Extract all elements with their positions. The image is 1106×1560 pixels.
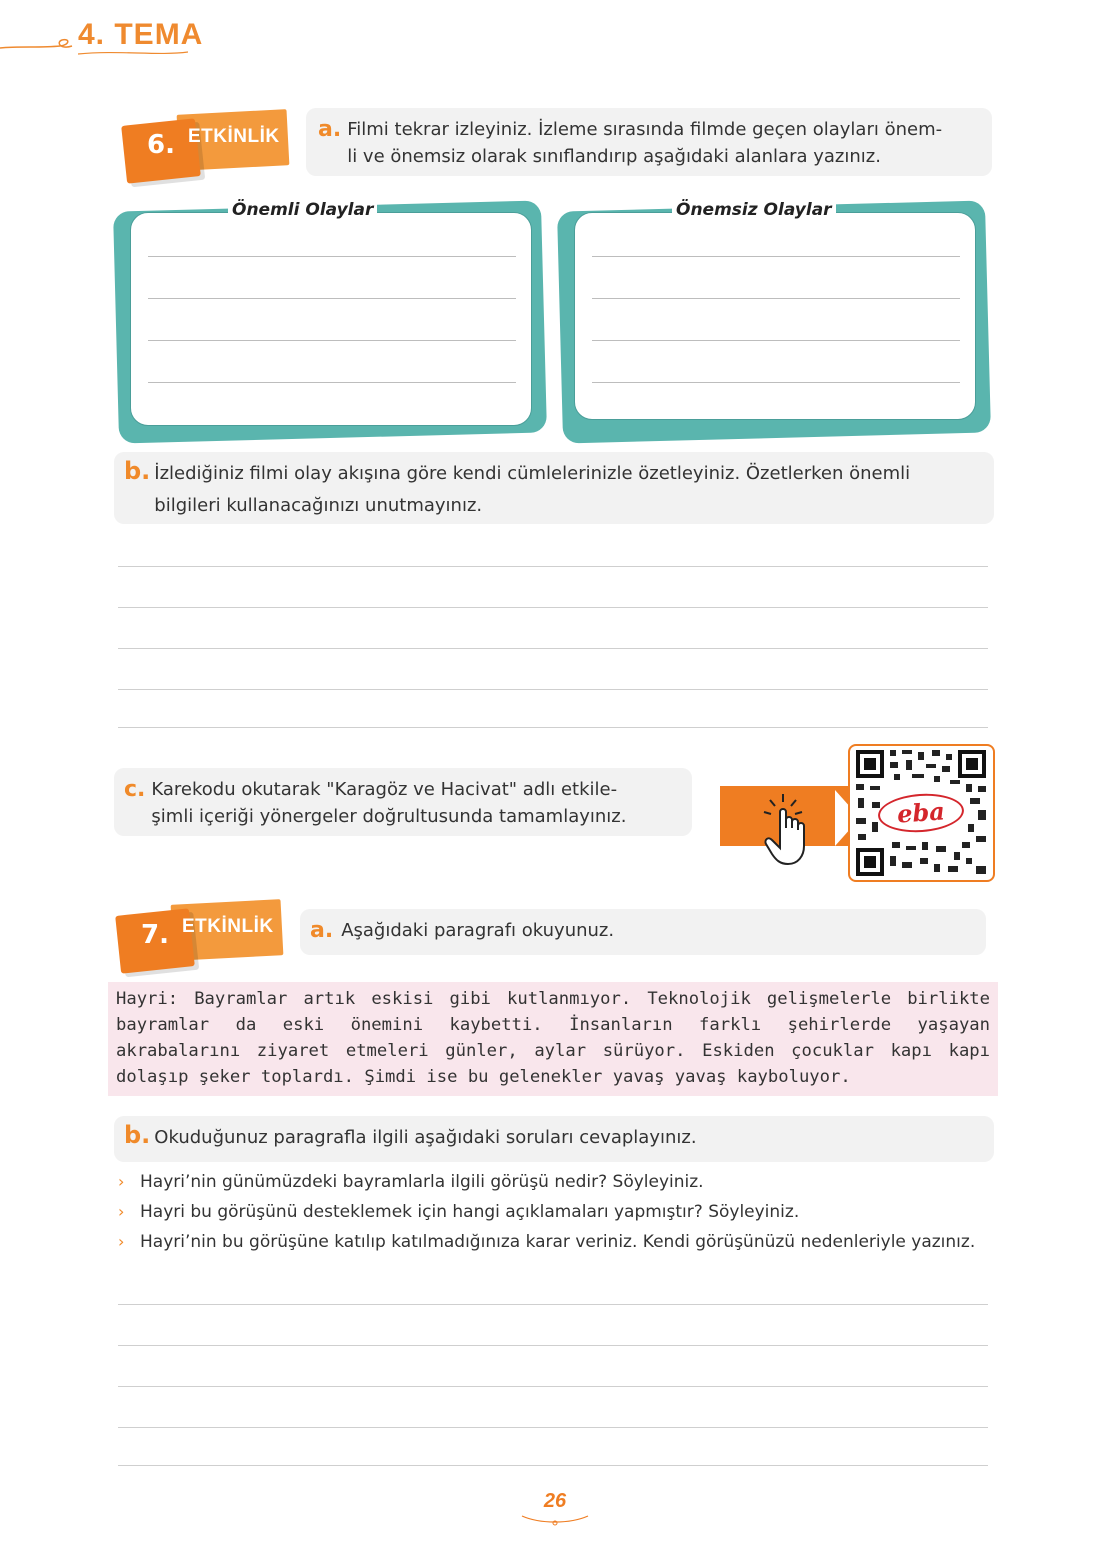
activity-7-number: 7. bbox=[141, 920, 169, 950]
question-text: Hayri bu görüşünü desteklemek için hangi açıklamaları yapmıştır? Söyleyiniz. bbox=[140, 1202, 800, 1222]
answer-line[interactable] bbox=[118, 1304, 988, 1305]
question-text: Hayri’nin günümüzdeki bayramlarla ilgili görüşü nedir? Söyleyiniz. bbox=[140, 1172, 704, 1192]
letter-b: b. bbox=[124, 1121, 151, 1149]
theme-title: 4. TEMA bbox=[78, 18, 204, 51]
answer-line[interactable] bbox=[118, 1345, 988, 1346]
activity-6-label: ETKİNLİK bbox=[188, 126, 280, 147]
theme-underline bbox=[78, 48, 188, 58]
answer-line[interactable] bbox=[118, 727, 988, 728]
letter-b: b. bbox=[124, 457, 151, 485]
pointing-hand-icon bbox=[740, 790, 860, 870]
activity-6b-text-line1: İzlediğiniz filmi olay akışına göre kendi cümlelerinizle özetleyiniz. Özetlerken önemli bbox=[154, 463, 911, 484]
answer-line[interactable] bbox=[118, 1427, 988, 1428]
chevron-right-icon: › bbox=[118, 1202, 125, 1221]
important-events-title: Önemli Olaylar bbox=[228, 200, 377, 220]
activity-6c-text-line2: şimli içeriği yönergeler doğrultusunda tamamlayınız. bbox=[151, 806, 627, 827]
chevron-right-icon: › bbox=[118, 1172, 125, 1191]
activity-6a-instruction bbox=[306, 108, 992, 176]
unimportant-events-title: Önemsiz Olaylar bbox=[672, 200, 836, 220]
activity-7-label: ETKİNLİK bbox=[182, 916, 274, 937]
activity-6-tag bbox=[124, 112, 294, 192]
qr-code[interactable] bbox=[848, 744, 995, 882]
activity-7b-instruction bbox=[114, 1116, 994, 1162]
page-number-swirl bbox=[520, 1512, 590, 1526]
activity-7a-text: Aşağıdaki paragrafı okuyunuz. bbox=[341, 920, 615, 941]
page-number: 26 bbox=[543, 1490, 567, 1512]
question-list bbox=[118, 1170, 998, 1260]
reading-paragraph: Hayri: Bayramlar artık eskisi gibi kutlanmıyor. Teknolojik gelişmelerle birlikte bayramlar da eski önemini kaybetti. İnsanların farklı şehirlerde yaşayan akrabalarını ziyaret etmeleri günler, aylar sürüyor. Eskiden çocuklar kapı kapı dolaşıp şeker toplardı. Şimdi ise bu gelenekler yavaş yavaş kayboluyor. bbox=[108, 982, 998, 1096]
chevron-right-icon: › bbox=[118, 1232, 125, 1251]
letter-a: a. bbox=[318, 117, 342, 142]
letter-c: c. bbox=[124, 777, 146, 802]
activity-6c-text-line1: Karekodu okutarak "Karagöz ve Hacivat" adlı etkile- bbox=[151, 779, 618, 800]
activity-6-number: 6. bbox=[147, 130, 175, 160]
answer-line[interactable] bbox=[118, 648, 988, 649]
answer-line[interactable] bbox=[118, 566, 988, 567]
answer-line[interactable] bbox=[118, 1386, 988, 1387]
unimportant-events-box bbox=[560, 200, 992, 440]
answer-line[interactable] bbox=[118, 607, 988, 608]
activity-6a-text-line1: Filmi tekrar izleyiniz. İzleme sırasında filmde geçen olayları önem- bbox=[347, 119, 943, 140]
important-events-box bbox=[116, 200, 546, 440]
activity-6b-instruction bbox=[114, 452, 994, 524]
activity-7a-instruction bbox=[300, 909, 986, 955]
letter-a: a. bbox=[310, 918, 334, 943]
answer-line[interactable] bbox=[118, 1465, 988, 1466]
activity-7-tag bbox=[118, 902, 288, 982]
question-text: Hayri’nin bu görüşüne katılıp katılmadığınıza karar veriniz. Kendi görüşünüzü nedenleriyle yazınız. bbox=[140, 1232, 976, 1252]
answer-line[interactable] bbox=[118, 689, 988, 690]
question-item bbox=[118, 1200, 998, 1224]
eba-logo: eba bbox=[877, 791, 965, 835]
activity-6a-text-line2: li ve önemsiz olarak sınıflandırıp aşağıdaki alanlara yazınız. bbox=[347, 146, 881, 167]
question-item bbox=[118, 1170, 998, 1194]
activity-6b-text-line2: bilgileri kullanacağınızı unutmayınız. bbox=[154, 495, 483, 516]
activity-7b-text: Okuduğunuz paragrafla ilgili aşağıdaki soruları cevaplayınız. bbox=[154, 1127, 697, 1148]
activity-6c-instruction bbox=[114, 768, 692, 836]
question-item bbox=[118, 1230, 998, 1254]
theme-swirl-decoration bbox=[0, 30, 80, 60]
